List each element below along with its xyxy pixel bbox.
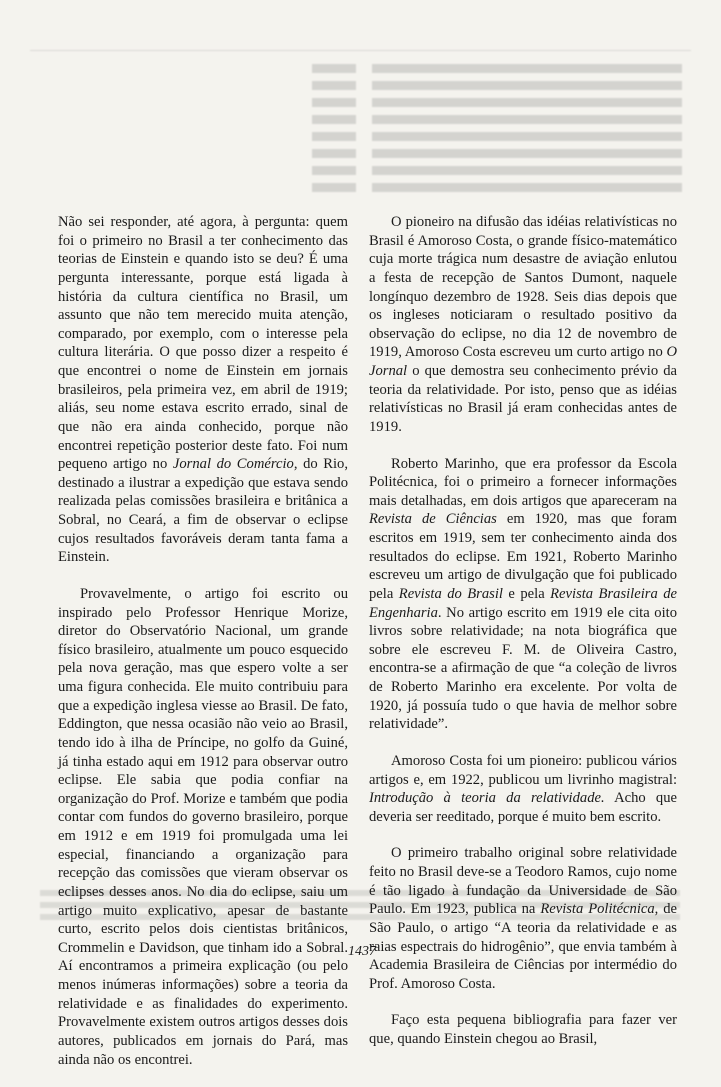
book-title: Introdução à teoria da relatividade. bbox=[369, 790, 605, 807]
paragraph-1: Não sei responder, até agora, à pergunta: quem foi o primeiro no Brasil a ter conhecimento das teorias de Einstein e quando isto se deu? É uma pergunta interessante, porque está ligada à história da cultura científica no Brasil, um assunto que não tem merecido muita atenção, comparado, por exemplo, com o interesse pela cultura literária. O que posso dizer a respeito é que encontrei o nome de Einstein em jornais brasileiros, pela primeira vez, em abril de 1919; aliás, seu nome estava escrito errado, sinal de que não era ainda conhecido, porque não encontrei repetição posterior deste fato. Foi num pequeno artigo no Jornal do Comércio, do Rio, destinado a ilustrar a expedição que estava sendo realizada pelas comissões brasileira e britânica a Sobral, no Ceará, a fim de observar o eclipse cujos resultados favoráveis deram tanta fama a Einstein. bbox=[58, 214, 348, 566]
journal-title: Revista Brasileira de Engenharia bbox=[369, 585, 677, 621]
paragraph-6: O primeiro trabalho original sobre relatividade feito no Brasil deve-se a Teodoro Ramos, cujo nome é tão ligado à fundação da Universidade de São Paulo. Em 1923, publica na Revista Politécnica, de São Paulo, o artigo “A teoria da relatividade e as raias espectrais do hidrogênio”, que envia também à Academia Brasileira de Ciências por intermédio do Prof. Amoroso Costa. bbox=[369, 845, 678, 992]
journal-title: Revista do Brasil bbox=[398, 585, 503, 602]
paragraph-7: Faço esta pequena bibliografia para fazer ver que, quando Einstein chegou ao Brasil, bbox=[369, 1012, 677, 1047]
journal-title: Revista de Ciências bbox=[369, 511, 497, 528]
page-number: 1437 bbox=[348, 944, 376, 959]
paragraph-4: Roberto Marinho, que era professor da Escola Politécnica, foi o primeiro a fornecer informações mais detalhadas, em dois artigos que apareceram na Revista de Ciências em 1920, mas que foram escritos em 1919, sem ter conhecimento ainda dos resultados do eclipse. Em 1921, Roberto Marinho escreveu um artigo de divulgação que foi publicado pela Revista do Brasil e pela Revista Brasileira de Engenharia. No artigo escrito em 1919 ele cita oito livros sobre relatividade; na nota biográfica que sobre ele escreveu F. M. de Oliveira Castro, encontra-se a afirmação de que “a coleção de livros de Roberto Marinho era excelente. Por volta de 1920, já possuía tudo o que havia de melhor sobre relatividade”. bbox=[369, 455, 677, 733]
left-column bbox=[58, 213, 348, 1087]
paragraph-5: Amoroso Costa foi um pioneiro: publicou vários artigos e, em 1922, publicou um livrinho magistral: Introdução à teoria da relatividade. Acho que deveria ser reeditado, porque é muito bem escrito. bbox=[369, 752, 677, 825]
journal-title: Revista Politécnica bbox=[540, 901, 655, 918]
newspaper-title: O Jornal bbox=[369, 344, 677, 379]
paragraph-2: Provavelmente, o artigo foi escrito ou inspirado pelo Professor Henrique Morize, diretor do Observatório Nacional, um grande físico brasileiro, atualmente um pouco esquecido pela nova geração, mas que espero volte a ser uma figura conhecida. Ele muito contribuiu para que a expedição inglesa viesse ao Brasil. De fato, Eddington, que nessa ocasião não veio ao Brasil, tendo ido à ilha de Príncipe, no golfo da Guiné, já tinha estado aqui em 1912 para observar outro eclipse. Ele sabia que podia confiar na organização do Prof. Morize e também que podia contar com fundos do governo brasileiro, porque em 1912 e em 1919 foi promulgada uma lei especial, financiando a organização para recepção das comissões que vieram observar os eclipses desses anos. No dia do eclipse, saiu um artigo muito explicativo, apesar de bastante curto, escrito pelos dois cientistas britânicos, Crommelin e Davidson, que tinham ido a Sobral. Aí encontramos a primeira explicação (ou pelo menos inúmeras informações) sobre a teoria da relatividade e as finalidades do experimento. Provavelmente existem outros artigos desses dois autores, publicados em jornais do Pará, mas ainda não os encontrei. bbox=[58, 585, 348, 1068]
paragraph-3: O pioneiro na difusão das idéias relativísticas no Brasil é Amoroso Costa, o grande físico-matemático cuja morte trágica num desastre de aviação enlutou a festa de recepção de Santos Dumont, naquele longínquo dezembro de 1928. Seis dias depois que os ingleses noticiaram o resultado positivo da observação do eclipse, no dia 12 de novembro de 1919, Amoroso Costa escreveu um curto artigo no O Jornal o que demostra seu conhecimento prévio da teoria da relatividade. Por isto, penso que as idéias relativísticas no Brasil já eram conhecidas antes de 1919. bbox=[369, 214, 677, 435]
right-column bbox=[369, 213, 677, 1067]
newspaper-title: Jornal do Comércio bbox=[172, 456, 294, 473]
show-through-text bbox=[0, 0, 721, 210]
